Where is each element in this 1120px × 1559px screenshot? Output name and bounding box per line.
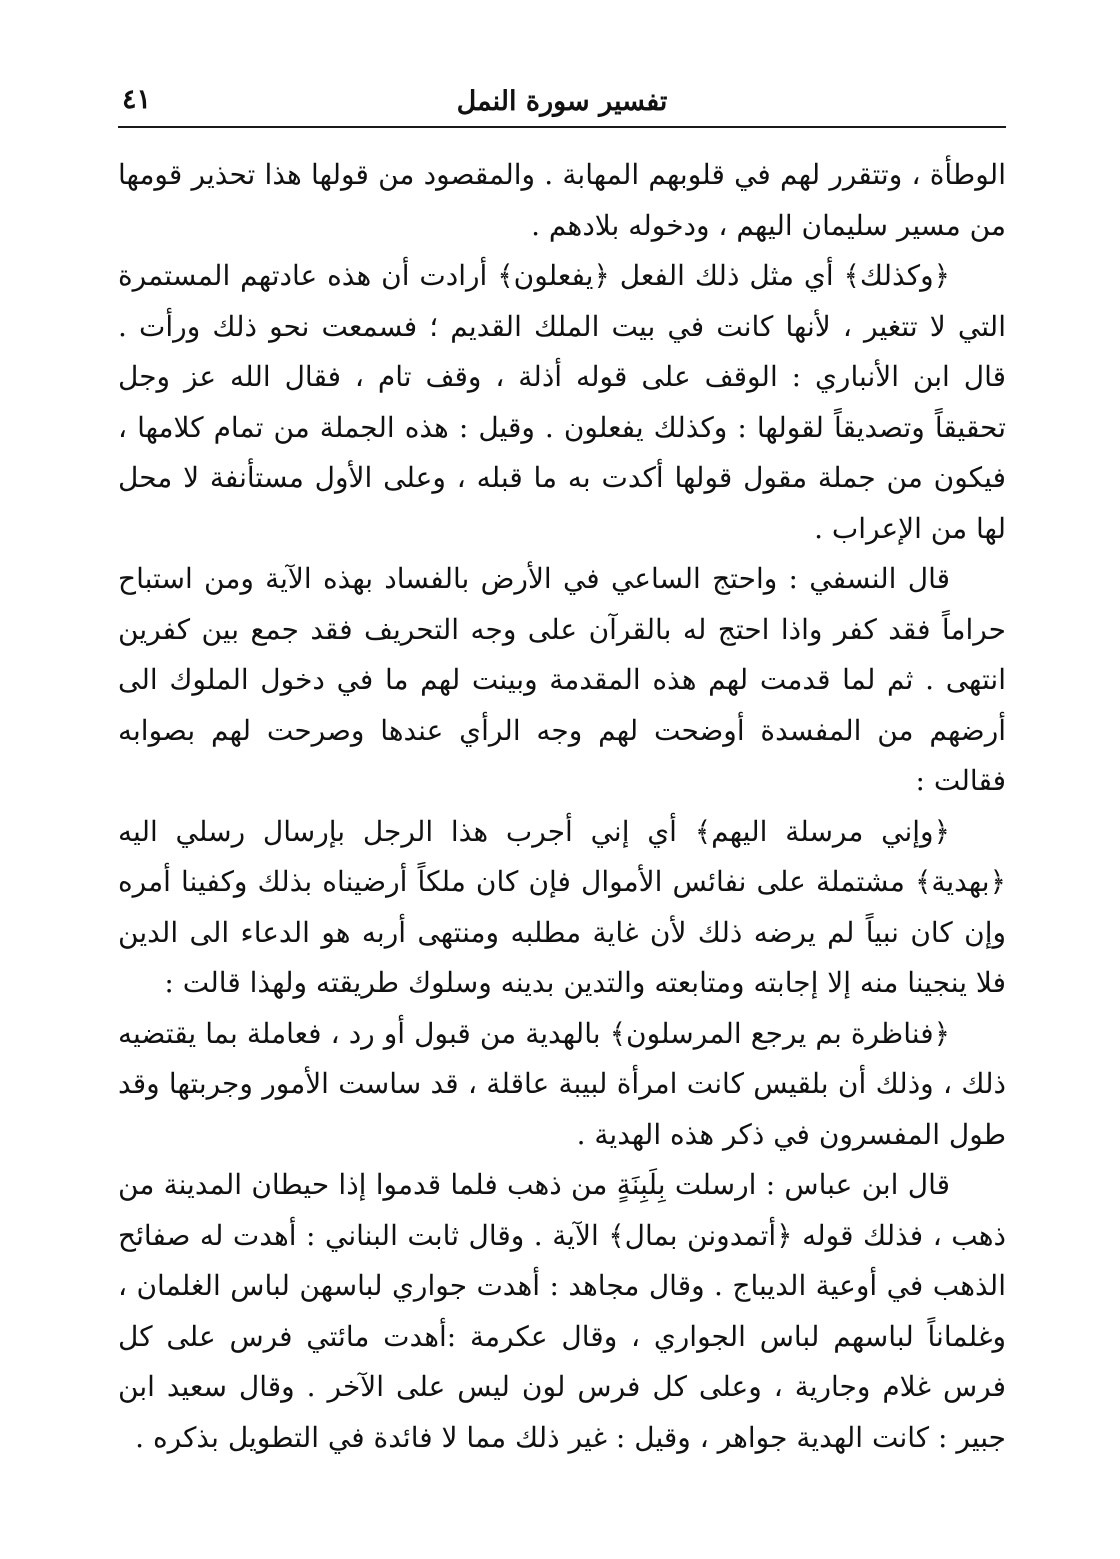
paragraph: ﴿وكذلك﴾ أي مثل ذلك الفعل ﴿يفعلون﴾ أرادت أن هذه عادتهم المستمرة التي لا تتغير ، لأنها كانت في بيت الملك القديم ؛ فسمعت نحو ذلك ورأت . قال ابن الأنباري : الوقف على قوله أذلة ، وقف تام ، فقال الله عز وجل تحقيقاً وتصديقاً لقولها : وكذلك يفعلون . وقيل : هذه الجملة من تمام كلامها ، فيكون من جملة مقول قولها أكدت به ما قبله ، وعلى الأول مستأنفة لا محل لها من الإعراب .	[118, 259, 1006, 545]
page-number: ٤١	[122, 84, 152, 115]
paragraph: ﴿فناظرة بم يرجع المرسلون﴾ بالهدية من قبول أو رد ، فعاملة بما يقتضيه ذلك ، وذلك أن بلقيس كانت امرأة لبيبة عاقلة ، قد ساست الأمور وجربتها وقد طول المفسرون في ذكر هذه الهدية .	[118, 1016, 1006, 1151]
page-header	[118, 80, 1006, 128]
paragraph: قال ابن عباس : ارسلت بِلَبِنَةٍ من ذهب فلما قدموا إذا حيطان المدينة من ذهب ، فذلك قوله ﴿أتمدونن بمال﴾ الآية . وقال ثابت البناني : أهدت له صفائح الذهب في أوعية الديباج . وقال مجاهد : أهدت جواري لباسهن لباس الغلمان ، وغلماناً لباسهم لباس الجواري ، وقال عكرمة :أهدت مائتي فرس على كل فرس غلام وجارية ، وعلى كل فرس لون ليس على الآخر . وقال سعيد ابن جبير : كانت الهدية جواهر ، وقيل : غير ذلك مما لا فائدة في التطويل بذكره .	[118, 1168, 1006, 1454]
paragraph: الوطأة ، وتتقرر لهم في قلوبهم المهابة . والمقصود من قولها هذا تحذير قومها من مسير سليمان اليهم ، ودخوله بلادهم .	[118, 158, 1006, 242]
paragraph: ﴿وإني مرسلة اليهم﴾ أي إني أجرب هذا الرجل بإرسال رسلي اليه ﴿بهدية﴾ مشتملة على نفائس الأموال فإن كان ملكاً أرضيناه بذلك وكفينا أمره وإن كان نبياً لم يرضه ذلك لأن غاية مطلبه ومنتهى أربه هو الدعاء الى الدين فلا ينجينا منه إلا إجابته ومتابعته والتدين بدينه وسلوك طريقته ولهذا قالت :	[118, 814, 1006, 999]
page-title: تفسير سورة النمل	[456, 86, 668, 117]
tafsir-body	[118, 150, 1006, 1463]
paragraph: قال النسفي : واحتج الساعي في الأرض بالفساد بهذه الآية ومن استباح حراماً فقد كفر واذا احتج له بالقرآن على وجه التحريف فقد جمع بين كفرين انتهى . ثم لما قدمت لهم هذه المقدمة وبينت لهم ما في دخول الملوك الى أرضهم من المفسدة أوضحت لهم وجه الرأي عندها وصرحت لهم بصوابه فقالت :	[118, 562, 1006, 797]
